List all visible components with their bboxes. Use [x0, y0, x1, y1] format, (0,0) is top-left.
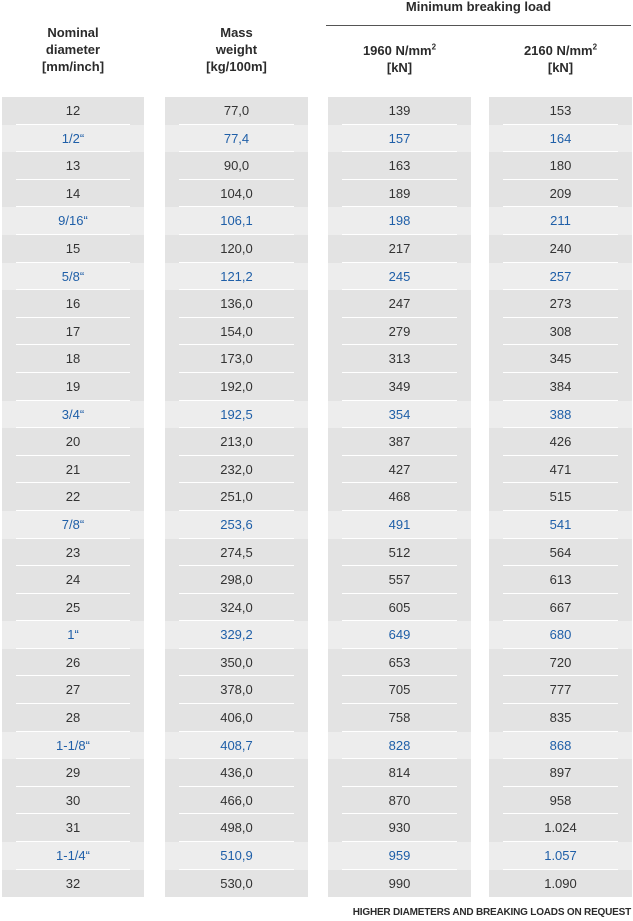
diameter-cell: 21: [2, 456, 144, 484]
header-line: Nominal: [47, 25, 99, 40]
weight-cell: 213,0: [165, 428, 308, 456]
mbl-1960-cell: 605: [328, 594, 471, 622]
mbl-1960-cell: 990: [328, 870, 471, 898]
diameter-cell: 5/8“: [2, 263, 144, 291]
header-unit: [kN]: [547, 60, 574, 75]
diameter-cell: 19: [2, 373, 144, 401]
mbl-2160-cell: 273: [489, 290, 632, 318]
diameter-cell: 31: [2, 814, 144, 842]
weight-cell: 192,0: [165, 373, 308, 401]
weight-cell: 329,2: [165, 621, 308, 649]
mbl-2160-cell: 211: [489, 207, 632, 235]
diameter-cell: 24: [2, 566, 144, 594]
group-header-rule: [326, 25, 631, 26]
mbl-1960-cell: 705: [328, 676, 471, 704]
mbl-1960-cell: 198: [328, 207, 471, 235]
weight-cell: 173,0: [165, 345, 308, 373]
header-line: Mass: [220, 25, 253, 40]
mbl-1960-cell: 189: [328, 180, 471, 208]
weight-cell: 77,0: [165, 97, 308, 125]
weight-cell: 106,1: [165, 207, 308, 235]
mbl-1960-cell: 512: [328, 539, 471, 567]
header-2160-grade: [489, 42, 632, 76]
diameter-cell: 1“: [2, 621, 144, 649]
weight-cell: 378,0: [165, 676, 308, 704]
mbl-1960-cell: 354: [328, 401, 471, 429]
diameter-cell: 30: [2, 787, 144, 815]
mbl-1960-cell: 349: [328, 373, 471, 401]
diameter-cell: 23: [2, 539, 144, 567]
diameter-cell: 16: [2, 290, 144, 318]
weight-cell: 77,4: [165, 125, 308, 153]
mbl-2160-cell: 680: [489, 621, 632, 649]
weight-cell: 136,0: [165, 290, 308, 318]
min-breaking-load-group-header: Minimum breaking load: [405, 0, 552, 14]
mbl-2160-cell: 471: [489, 456, 632, 484]
mbl-1960-cell: 139: [328, 97, 471, 125]
weight-cell: 466,0: [165, 787, 308, 815]
diameter-cell: 14: [2, 180, 144, 208]
diameter-cell: 25: [2, 594, 144, 622]
mbl-1960-cell: 387: [328, 428, 471, 456]
mbl-2160-cell: 613: [489, 566, 632, 594]
mbl-1960-cell: 930: [328, 814, 471, 842]
footnote: HIGHER DIAMETERS AND BREAKING LOADS ON REQUEST: [352, 907, 631, 918]
diameter-cell: 7/8“: [2, 511, 144, 539]
mbl-2160-cell: 564: [489, 539, 632, 567]
diameter-cell: 1-1/8“: [2, 732, 144, 760]
header-line: 1960 N/mm: [362, 43, 432, 58]
header-unit: [mm/inch]: [41, 59, 105, 74]
mbl-1960-cell: 313: [328, 345, 471, 373]
mbl-1960-cell: 427: [328, 456, 471, 484]
weight-cell: 406,0: [165, 704, 308, 732]
mbl-1960-cell: 247: [328, 290, 471, 318]
weight-cell: 530,0: [165, 870, 308, 898]
diameter-cell: 20: [2, 428, 144, 456]
weight-cell: 350,0: [165, 649, 308, 677]
mbl-1960-cell: 468: [328, 483, 471, 511]
mbl-2160-cell: 897: [489, 759, 632, 787]
weight-cell: 324,0: [165, 594, 308, 622]
header-line: weight: [215, 42, 258, 57]
mbl-2160-cell: 777: [489, 676, 632, 704]
header-unit: [kg/100m]: [206, 59, 267, 74]
mbl-2160-cell: 164: [489, 125, 632, 153]
header-line: diameter: [45, 42, 101, 57]
mbl-1960-cell: 217: [328, 235, 471, 263]
mbl-2160-cell: 1.057: [489, 842, 632, 870]
diameter-cell: 27: [2, 676, 144, 704]
weight-cell: 436,0: [165, 759, 308, 787]
weight-cell: 90,0: [165, 152, 308, 180]
mbl-1960-cell: 814: [328, 759, 471, 787]
mbl-2160-cell: 515: [489, 483, 632, 511]
diameter-cell: 1/2“: [2, 125, 144, 153]
mbl-2160-cell: 958: [489, 787, 632, 815]
header-nominal-diameter: [2, 24, 144, 75]
diameter-cell: 32: [2, 870, 144, 898]
weight-cell: 253,6: [165, 511, 308, 539]
diameter-cell: 12: [2, 97, 144, 125]
weight-cell: 104,0: [165, 180, 308, 208]
header-line: 2160 N/mm: [523, 43, 593, 58]
mbl-1960-cell: 758: [328, 704, 471, 732]
diameter-cell: 28: [2, 704, 144, 732]
weight-cell: 121,2: [165, 263, 308, 291]
column-mbl-1960: [328, 97, 471, 897]
mbl-1960-cell: 649: [328, 621, 471, 649]
mbl-1960-cell: 959: [328, 842, 471, 870]
diameter-cell: 17: [2, 318, 144, 346]
mbl-1960-cell: 870: [328, 787, 471, 815]
header-mass-weight: [165, 24, 308, 75]
diameter-cell: 22: [2, 483, 144, 511]
mbl-2160-cell: 153: [489, 97, 632, 125]
diameter-cell: 15: [2, 235, 144, 263]
header-1960-grade: [328, 42, 471, 76]
diameter-cell: 13: [2, 152, 144, 180]
mbl-2160-cell: 209: [489, 180, 632, 208]
diameter-cell: 18: [2, 345, 144, 373]
mbl-1960-cell: 653: [328, 649, 471, 677]
mbl-2160-cell: 345: [489, 345, 632, 373]
mbl-1960-cell: 491: [328, 511, 471, 539]
column-mbl-2160: [489, 97, 632, 897]
weight-cell: 232,0: [165, 456, 308, 484]
superscript: 2: [431, 42, 437, 52]
mbl-1960-cell: 163: [328, 152, 471, 180]
mbl-1960-cell: 828: [328, 732, 471, 760]
mbl-2160-cell: 1.090: [489, 870, 632, 898]
mbl-2160-cell: 388: [489, 401, 632, 429]
mbl-1960-cell: 557: [328, 566, 471, 594]
mbl-1960-cell: 157: [328, 125, 471, 153]
mbl-2160-cell: 541: [489, 511, 632, 539]
weight-cell: 408,7: [165, 732, 308, 760]
mbl-2160-cell: 667: [489, 594, 632, 622]
mbl-2160-cell: 835: [489, 704, 632, 732]
superscript: 2: [592, 42, 598, 52]
mbl-2160-cell: 180: [489, 152, 632, 180]
weight-cell: 274,5: [165, 539, 308, 567]
mbl-2160-cell: 257: [489, 263, 632, 291]
column-mass-weight: [165, 97, 308, 897]
column-diameter: [2, 97, 144, 897]
mbl-2160-cell: 868: [489, 732, 632, 760]
diameter-cell: 9/16“: [2, 207, 144, 235]
diameter-cell: 26: [2, 649, 144, 677]
diameter-cell: 1-1/4“: [2, 842, 144, 870]
mbl-2160-cell: 720: [489, 649, 632, 677]
weight-cell: 120,0: [165, 235, 308, 263]
mbl-2160-cell: 426: [489, 428, 632, 456]
diameter-cell: 3/4“: [2, 401, 144, 429]
weight-cell: 192,5: [165, 401, 308, 429]
header-unit: [kN]: [386, 60, 413, 75]
weight-cell: 298,0: [165, 566, 308, 594]
diameter-cell: 29: [2, 759, 144, 787]
weight-cell: 510,9: [165, 842, 308, 870]
mbl-2160-cell: 308: [489, 318, 632, 346]
mbl-2160-cell: 1.024: [489, 814, 632, 842]
weight-cell: 251,0: [165, 483, 308, 511]
weight-cell: 498,0: [165, 814, 308, 842]
mbl-1960-cell: 279: [328, 318, 471, 346]
mbl-1960-cell: 245: [328, 263, 471, 291]
weight-cell: 154,0: [165, 318, 308, 346]
mbl-2160-cell: 240: [489, 235, 632, 263]
mbl-2160-cell: 384: [489, 373, 632, 401]
